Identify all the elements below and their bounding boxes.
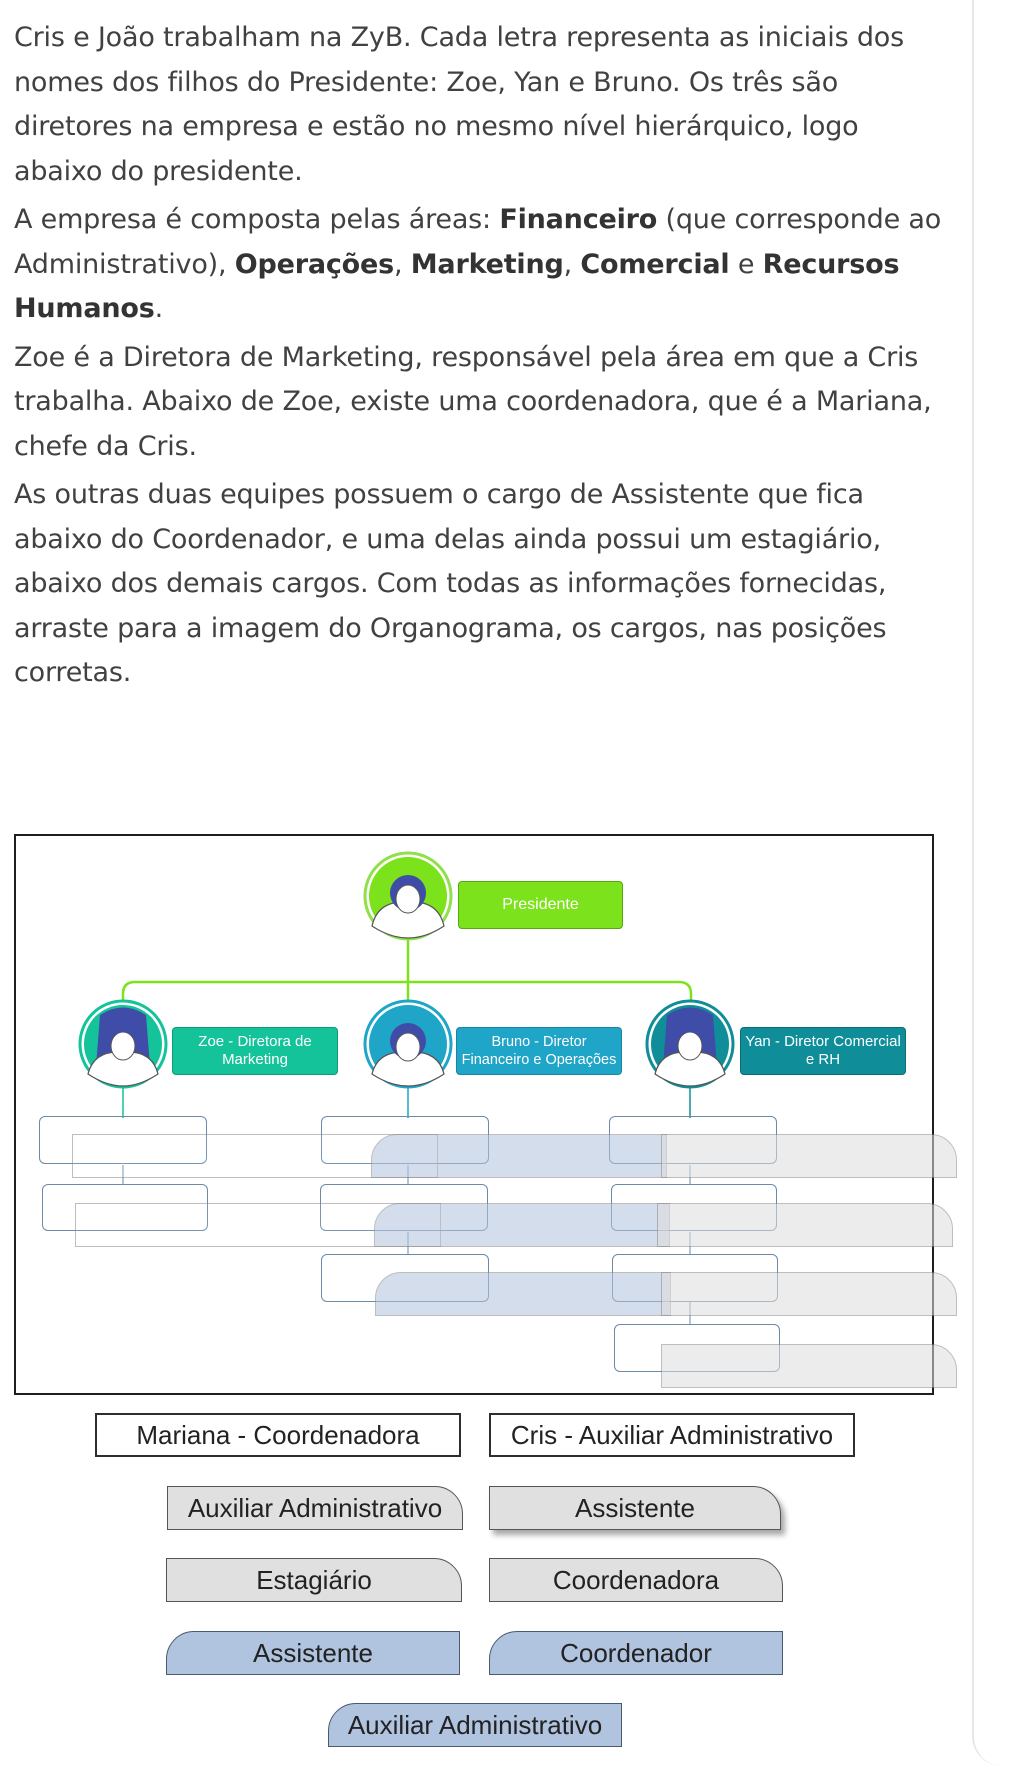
yan-director-label: Yan - Diretor Comercial e RH <box>740 1027 906 1075</box>
draggable-coordenador[interactable]: Coordenador <box>489 1631 783 1675</box>
draggable-assistente-gray[interactable]: Assistente <box>489 1486 781 1530</box>
drag-ghost <box>661 1272 957 1316</box>
zoe-director-label: Zoe - Diretora de Marketing <box>172 1027 338 1075</box>
p2-end: . <box>154 293 164 324</box>
area-operacoes: Operações <box>234 248 394 280</box>
area-comercial: Comercial <box>580 248 730 280</box>
drag-ghost <box>661 1344 957 1388</box>
p2-mid: (que corresponde ao Administrativo), <box>14 204 942 280</box>
president-label: Presidente <box>458 881 623 929</box>
bruno-director-label: Bruno - Diretor Financeiro e Operações <box>456 1027 622 1075</box>
drag-ghost <box>375 1272 671 1316</box>
drag-ghost <box>374 1203 670 1247</box>
president-avatar-icon <box>365 853 451 939</box>
sep-1: , <box>394 248 411 280</box>
drag-ghost <box>661 1134 957 1178</box>
zoe-avatar-icon <box>80 1001 166 1087</box>
area-marketing: Marketing <box>410 248 564 280</box>
draggable-coordenadora[interactable]: Coordenadora <box>489 1558 783 1602</box>
area-financeiro: Financeiro <box>499 204 658 235</box>
draggable-auxiliar-administrativo-gray[interactable]: Auxiliar Administrativo <box>167 1486 463 1530</box>
p2-lead: A empresa é composta pelas áreas: <box>14 204 500 235</box>
draggable-auxiliar-administrativo-blue[interactable]: Auxiliar Administrativo <box>328 1703 622 1747</box>
sep-3: e <box>729 248 763 280</box>
question-paragraph-4: As outras duas equipes possuem o cargo de Assistente que fica abaixo do Coordenador, e uma delas ainda possui um estagiário, abaixo dos demais cargos. Com todas as informações fornecidas, arraste para a imagem do Organograma, os cargos, nas posições corretas. <box>14 479 887 688</box>
drag-ghost <box>657 1203 953 1247</box>
draggable-estagiario[interactable]: Estagiário <box>166 1558 462 1602</box>
area-rh: Recursos Humanos <box>14 248 900 324</box>
draggable-mariana-coordenadora[interactable]: Mariana - Coordenadora <box>95 1413 461 1457</box>
draggable-cris-auxiliar-administrativo[interactable]: Cris - Auxiliar Administrativo <box>489 1413 855 1457</box>
bruno-avatar-icon <box>365 1001 451 1087</box>
yan-avatar-icon <box>647 1001 733 1087</box>
question-paragraph-3: Zoe é a Diretora de Marketing, responsável pela área em que a Cris trabalha. Abaixo de Zoe, existe uma coordenadora, que é a Mariana, chefe da Cris. <box>14 341 932 462</box>
sep-2: , <box>563 248 581 280</box>
question-paragraph-1: Cris e João trabalham na ZyB. Cada letra representa as iniciais dos nomes dos filhos do Presidente: Zoe, Yan e Bruno. Os três são diretores na empresa e estão no mesmo nível hierárquico, logo abaixo do presidente. <box>14 22 904 187</box>
drag-ghost <box>371 1134 667 1178</box>
draggable-assistente-blue[interactable]: Assistente <box>166 1631 460 1675</box>
